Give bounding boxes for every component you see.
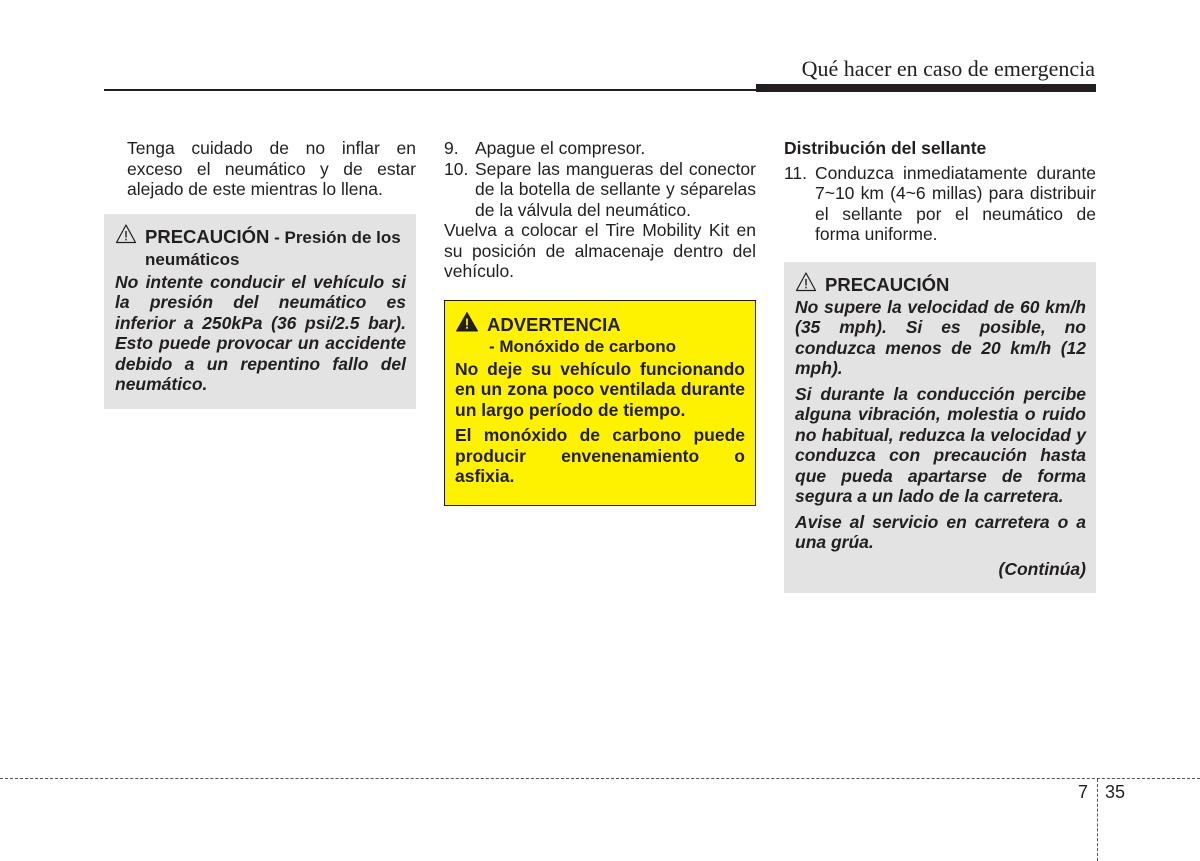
caution-text: Si durante la conducción percibe alguna vibración, molestia o ruido no habitual, reduzca la velocidad y conduzca con precaución hasta que pueda apartarse de forma segura a un lado de la carretera.	[795, 383, 1086, 506]
footer-divider	[1097, 779, 1098, 861]
chapter-title: Qué hacer en caso de emergencia	[801, 56, 1095, 81]
header-rule-bar	[756, 84, 1096, 92]
caution-title	[115, 226, 406, 270]
step-text: Apague el compresor.	[475, 138, 646, 158]
step-number: 10.	[444, 158, 469, 179]
warning-triangle-filled-icon	[455, 311, 479, 333]
column-middle	[444, 138, 756, 506]
caution-label: PRECAUCIÓN	[145, 225, 270, 247]
header-rule	[104, 89, 756, 91]
caution-text: No intente conducir el vehículo si la presión del neumático es inferior a 250kPa (36 psi/2.5 bar). Esto puede provocar un accidente debido a un repentino fallo del neumático.	[115, 271, 406, 394]
caution-text: Avise al servicio en carretera o a una grúa.	[795, 511, 1086, 552]
step-number: 9.	[444, 138, 459, 158]
warning-text: El monóxido de carbono puede producir envenenamiento o asfixia.	[455, 425, 745, 486]
column-left	[104, 138, 416, 409]
page-number: 35	[1105, 782, 1126, 802]
step-9	[444, 138, 756, 159]
warning-label: ADVERTENCIA	[487, 313, 621, 335]
footer-rule	[0, 778, 1200, 779]
caution-text: No supere la velocidad de 60 km/h (35 mph). Si es posible, no conduzca menos de 20 km/h (12 mph).	[795, 296, 1086, 378]
warning-triangle-outline-icon	[115, 223, 137, 245]
warning-triangle-outline-icon	[795, 271, 817, 293]
storage-paragraph: Vuelva a colocar el Tire Mobility Kit en su posición de almacenaje dentro del vehículo.	[444, 220, 756, 281]
warning-text: No deje su vehículo funcionando en un zona poco ventilada durante un largo período de tiempo.	[455, 358, 745, 420]
section-heading: Distribución del sellante	[784, 138, 987, 158]
step-number: 11.	[784, 162, 808, 183]
step-11	[784, 163, 1096, 245]
warning-body	[455, 359, 745, 487]
caution-title	[795, 274, 1086, 295]
caution-label: PRECAUCIÓN	[825, 273, 950, 295]
step-text: Conduzca inmediatamente durante 7~10 km (4~6 millas) para distribuir el sellante por el neumático de forma uniforme.	[815, 162, 1096, 244]
caution-box-tire-pressure	[104, 214, 416, 409]
warning-box-carbon-monoxide	[444, 300, 756, 506]
chapter-number: 7	[1078, 782, 1089, 802]
step-text: Separe las mangueras del conector de la botella de sellante y séparelas de la válvula del neumático.	[475, 158, 756, 220]
step-10	[444, 159, 756, 221]
caution-body	[115, 272, 406, 395]
continued-label: (Continúa)	[998, 558, 1086, 579]
caution-box-speed	[784, 262, 1096, 594]
caution-body	[795, 297, 1086, 553]
caution-subtitle: - Presión de los neumáticos	[145, 227, 401, 269]
warning-title	[455, 314, 745, 357]
column-right	[784, 138, 1096, 593]
intro-paragraph: Tenga cuidado de no inflar en exceso el neumático y de estar alejado de este mientras lo llena.	[127, 138, 416, 199]
warning-subtitle: - Monóxido de carbono	[489, 336, 676, 356]
